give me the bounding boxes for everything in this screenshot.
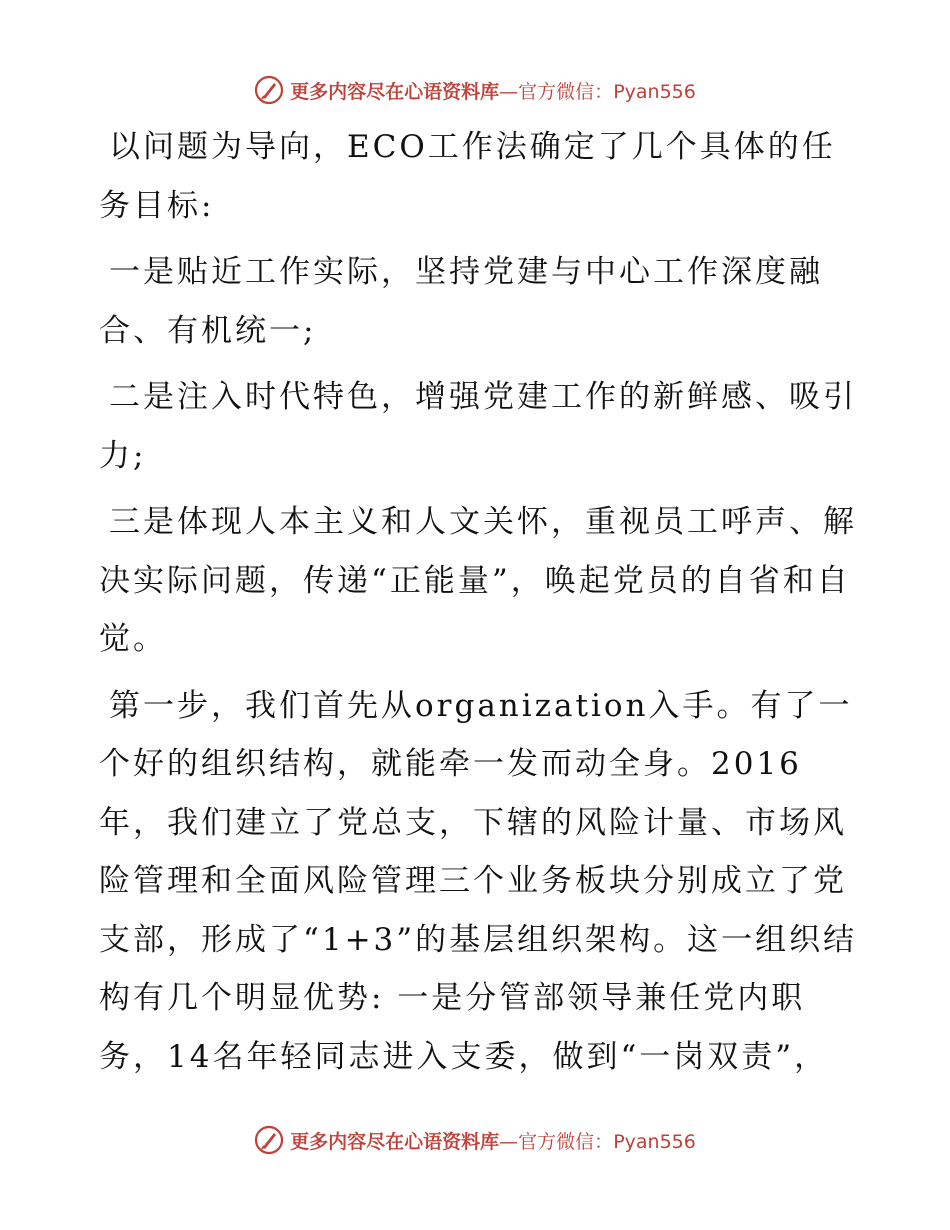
- paragraph-goal-three: [99, 493, 859, 669]
- document-body: [99, 118, 859, 1086]
- quill-pen-logo-icon: [254, 1125, 284, 1155]
- header-watermark: [0, 70, 950, 110]
- watermark-dash: —: [499, 1130, 519, 1153]
- paragraph-text: 以问题为导向，ECO工作法确定了几个具体的任务目标:: [99, 129, 836, 224]
- watermark-wechat-id: Pyan556: [613, 80, 696, 103]
- watermark-wechat-id: Pyan556: [613, 1130, 696, 1153]
- watermark-text: [290, 77, 696, 104]
- quill-pen-logo-icon: [254, 75, 284, 105]
- footer-watermark: [0, 1120, 950, 1160]
- watermark-library-text: 更多内容尽在心语资料库: [290, 80, 500, 103]
- watermark-library-text: 更多内容尽在心语资料库: [290, 1130, 500, 1153]
- paragraph-intro: [99, 118, 859, 235]
- paragraph-text: 三是体现人本主义和人文关怀，重视员工呼声、解决实际问题，传递“正能量”，唤起党员的自省和自觉。: [99, 504, 857, 657]
- watermark-wechat-label: 官方微信：: [518, 80, 614, 103]
- paragraph-step-one: [99, 677, 859, 1087]
- paragraph-text: 一是贴近工作实际，坚持党建与中心工作深度融合、有机统一;: [99, 254, 823, 349]
- watermark-text: [290, 1127, 696, 1154]
- watermark-wechat-label: 官方微信：: [518, 1130, 614, 1153]
- watermark-dash: —: [499, 80, 519, 103]
- paragraph-goal-one: [99, 243, 859, 360]
- paragraph-text: 二是注入时代特色，增强党建工作的新鲜感、吸引力;: [99, 379, 857, 474]
- paragraph-text: 第一步，我们首先从organization入手。有了一个好的组织结构，就能牵一发而动全身。2016年，我们建立了党总支，下辖的风险计量、市场风险管理和全面风险管理三个业务板块分别成立了党支部，形成了“1+3”的基层组织架构。这一组织结构有几个明显优势: 一是分管部领导兼任党内职务，14名年轻同志进入支委，做到“一岗双责”，: [99, 687, 858, 1075]
- paragraph-goal-two: [99, 368, 859, 485]
